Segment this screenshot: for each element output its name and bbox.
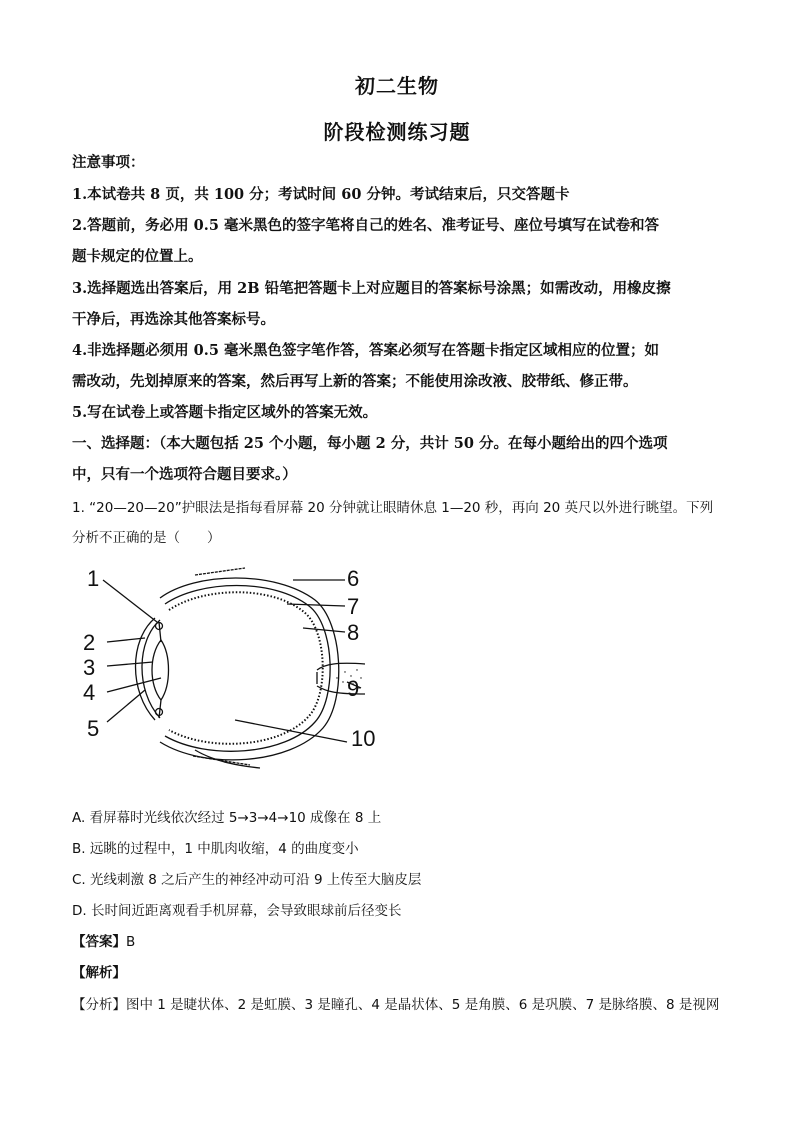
question-stem: 1. “20—20—20”护眼法是指每看屏幕 20 分钟就让眼睛休息 1—20 秒，再向 20 英尺以外进行眺望。下列 <box>72 500 714 516</box>
option-b: B. 远眺的过程中，1 中肌肉收缩，4 的曲度变小 <box>72 841 359 857</box>
notice-line: 2.答题前，务必用 0.5 毫米黑色的签字笔将自己的姓名、准考证号、座位号填写在试卷和答 <box>72 217 659 234</box>
eyeball-diagram <box>75 560 395 775</box>
label-6: 6 <box>347 566 360 591</box>
document-title: 初二生物 <box>355 74 439 98</box>
notice-line: 3.选择题选出答案后，用 2B 铅笔把答题卡上对应题目的答案标号涂黑；如需改动，用橡皮擦 <box>72 280 671 297</box>
notice-line: 5.写在试卷上或答题卡指定区域外的答案无效。 <box>72 404 378 421</box>
option-c: C. 光线刺激 8 之后产生的神经冲动可沿 9 上传至大脑皮层 <box>72 872 422 888</box>
document-subtitle: 阶段检测练习题 <box>323 120 471 144</box>
label-2: 2 <box>83 630 96 655</box>
label-10: 10 <box>351 726 376 751</box>
analysis-tag: 【解析】 <box>72 965 126 981</box>
label-7: 7 <box>347 594 360 619</box>
label-1: 1 <box>87 566 100 591</box>
answer-value: B <box>126 934 136 950</box>
notice-line: 需改动，先划掉原来的答案，然后再写上新的答案；不能使用涂改液、胶带纸、修正带。 <box>72 373 638 390</box>
section-heading-cont: 中，只有一个选项符合题目要求。） <box>72 466 297 483</box>
label-9: 9 <box>347 676 360 701</box>
notice-line: 题卡规定的位置上。 <box>72 248 203 265</box>
section-heading: 一、选择题：（本大题包括 25 个小题，每小题 2 分，共计 50 分。在每小题给出的四个选项 <box>72 435 668 452</box>
label-4: 4 <box>83 680 96 705</box>
notice-heading: 注意事项： <box>72 154 145 171</box>
notice-line: 1.本试卷共 8 页，共 100 分；考试时间 60 分钟。考试结束后，只交答题卡 <box>72 186 570 203</box>
notice-line: 干净后，再选涂其他答案标号。 <box>72 311 275 328</box>
option-d: D. 长时间近距离观看手机屏幕，会导致眼球前后径变长 <box>72 903 402 919</box>
analysis-line: 【分析】图中 1 是睫状体、2 是虹膜、3 是瞳孔、4 是晶状体、5 是角膜、6 是巩膜、7 是脉络膜、8 是视网 <box>72 997 720 1013</box>
label-5: 5 <box>87 716 100 741</box>
answer-tag: 【答案】 <box>72 934 126 950</box>
notice-line: 4.非选择题必须用 0.5 毫米黑色签字笔作答，答案必须写在答题卡指定区域相应的位置；如 <box>72 342 659 359</box>
answer-line <box>72 930 135 950</box>
label-3: 3 <box>83 655 96 680</box>
question-stem-cont: 分析不正确的是（ ） <box>72 530 221 546</box>
option-a: A. 看屏幕时光线依次经过 5→3→4→10 成像在 8 上 <box>72 810 382 826</box>
label-8: 8 <box>347 620 360 645</box>
